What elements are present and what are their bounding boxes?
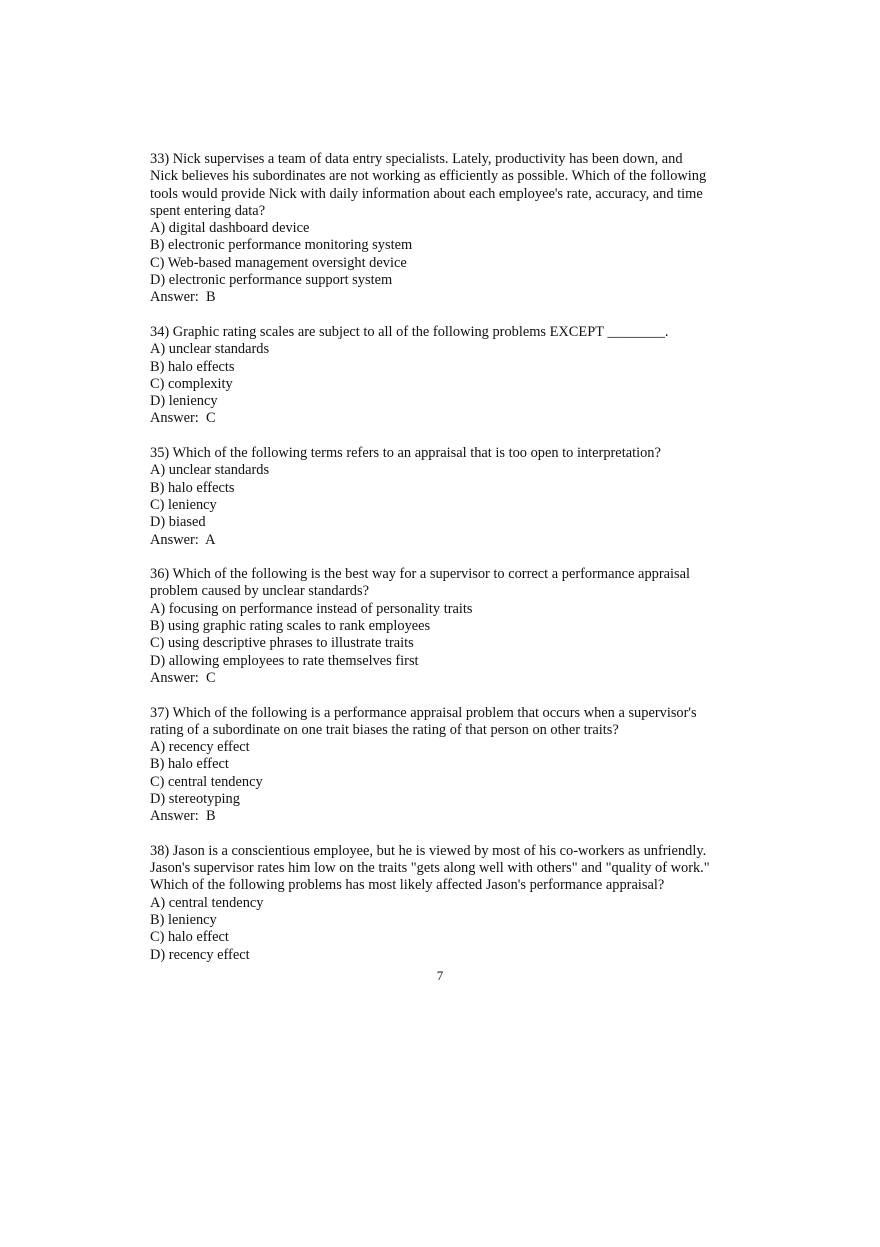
answer-key: Answer: C [150, 669, 216, 686]
answer-option: C) using descriptive phrases to illustrate traits [150, 635, 414, 652]
question-stem-line: 33) Nick supervises a team of data entry specialists. Lately, productivity has been down, and [150, 151, 683, 167]
question-stem-line: spent entering data? [150, 202, 266, 219]
question-stem-line: problem caused by unclear standards? [150, 583, 369, 600]
answer-option: D) allowing employees to rate themselves first [150, 652, 419, 669]
answer-option: B) leniency [150, 912, 217, 929]
answer-option: B) halo effects [150, 479, 235, 496]
question-list [150, 151, 740, 981]
answer-option: C) halo effect [150, 929, 229, 946]
answer-key: Answer: A [150, 531, 216, 548]
question-stem-line: 34) Graphic rating scales are subject to all of the following problems EXCEPT ________. [150, 323, 669, 340]
question-38 [150, 843, 740, 964]
answer-option: D) recency effect [150, 946, 250, 963]
answer-option: D) biased [150, 514, 206, 531]
answer-option: C) central tendency [150, 773, 263, 790]
question-stem-line: Which of the following problems has most likely affected Jason's performance appraisal? [150, 877, 665, 894]
answer-option: D) electronic performance support system [150, 272, 393, 289]
question-stem-line: Jason's supervisor rates him low on the traits "gets along well with others" and "quality of work." [150, 860, 710, 877]
answer-option: C) complexity [150, 375, 233, 392]
answer-option: B) using graphic rating scales to rank employees [150, 618, 431, 635]
question-stem-line: 36) Which of the following is the best way for a supervisor to correct a performance appraisal [150, 566, 690, 583]
question-stem-line: tools would provide Nick with daily information about each employee's rate, accuracy, and time [150, 185, 703, 202]
question-35 [150, 445, 740, 549]
question-stem-line: 35) Which of the following terms refers to an appraisal that is too open to interpretation? [150, 445, 661, 462]
question-33 [150, 151, 740, 307]
question-stem-line: rating of a subordinate on one trait biases the rating of that person on other traits? [150, 721, 619, 738]
answer-option: A) focusing on performance instead of personality traits [150, 600, 473, 617]
answer-option: A) digital dashboard device [150, 220, 310, 237]
question-37 [150, 705, 740, 826]
answer-option: A) recency effect [150, 739, 250, 756]
answer-option: A) unclear standards [150, 462, 270, 479]
answer-option: B) halo effect [150, 756, 229, 773]
answer-option: C) Web-based management oversight device [150, 254, 407, 271]
page-number: 7 [436, 968, 444, 983]
question-stem-line: 38) Jason is a conscientious employee, but he is viewed by most of his co-workers as unfriendly. [150, 842, 707, 859]
answer-key: Answer: C [150, 410, 216, 427]
question-34 [150, 324, 740, 428]
answer-option: C) leniency [150, 496, 217, 513]
answer-option: D) stereotyping [150, 790, 240, 807]
question-stem-line: 37) Which of the following is a performance appraisal problem that occurs when a supervisor's [150, 704, 697, 721]
answer-option: A) central tendency [150, 894, 264, 911]
answer-key: Answer: B [150, 289, 216, 306]
answer-option: B) halo effects [150, 358, 235, 375]
question-stem-line: Nick believes his subordinates are not working as efficiently as possible. Which of the following [150, 168, 707, 185]
answer-option: D) leniency [150, 393, 218, 410]
answer-option: B) electronic performance monitoring system [150, 237, 413, 254]
answer-key: Answer: B [150, 808, 216, 825]
answer-option: A) unclear standards [150, 341, 270, 358]
question-36 [150, 566, 740, 687]
